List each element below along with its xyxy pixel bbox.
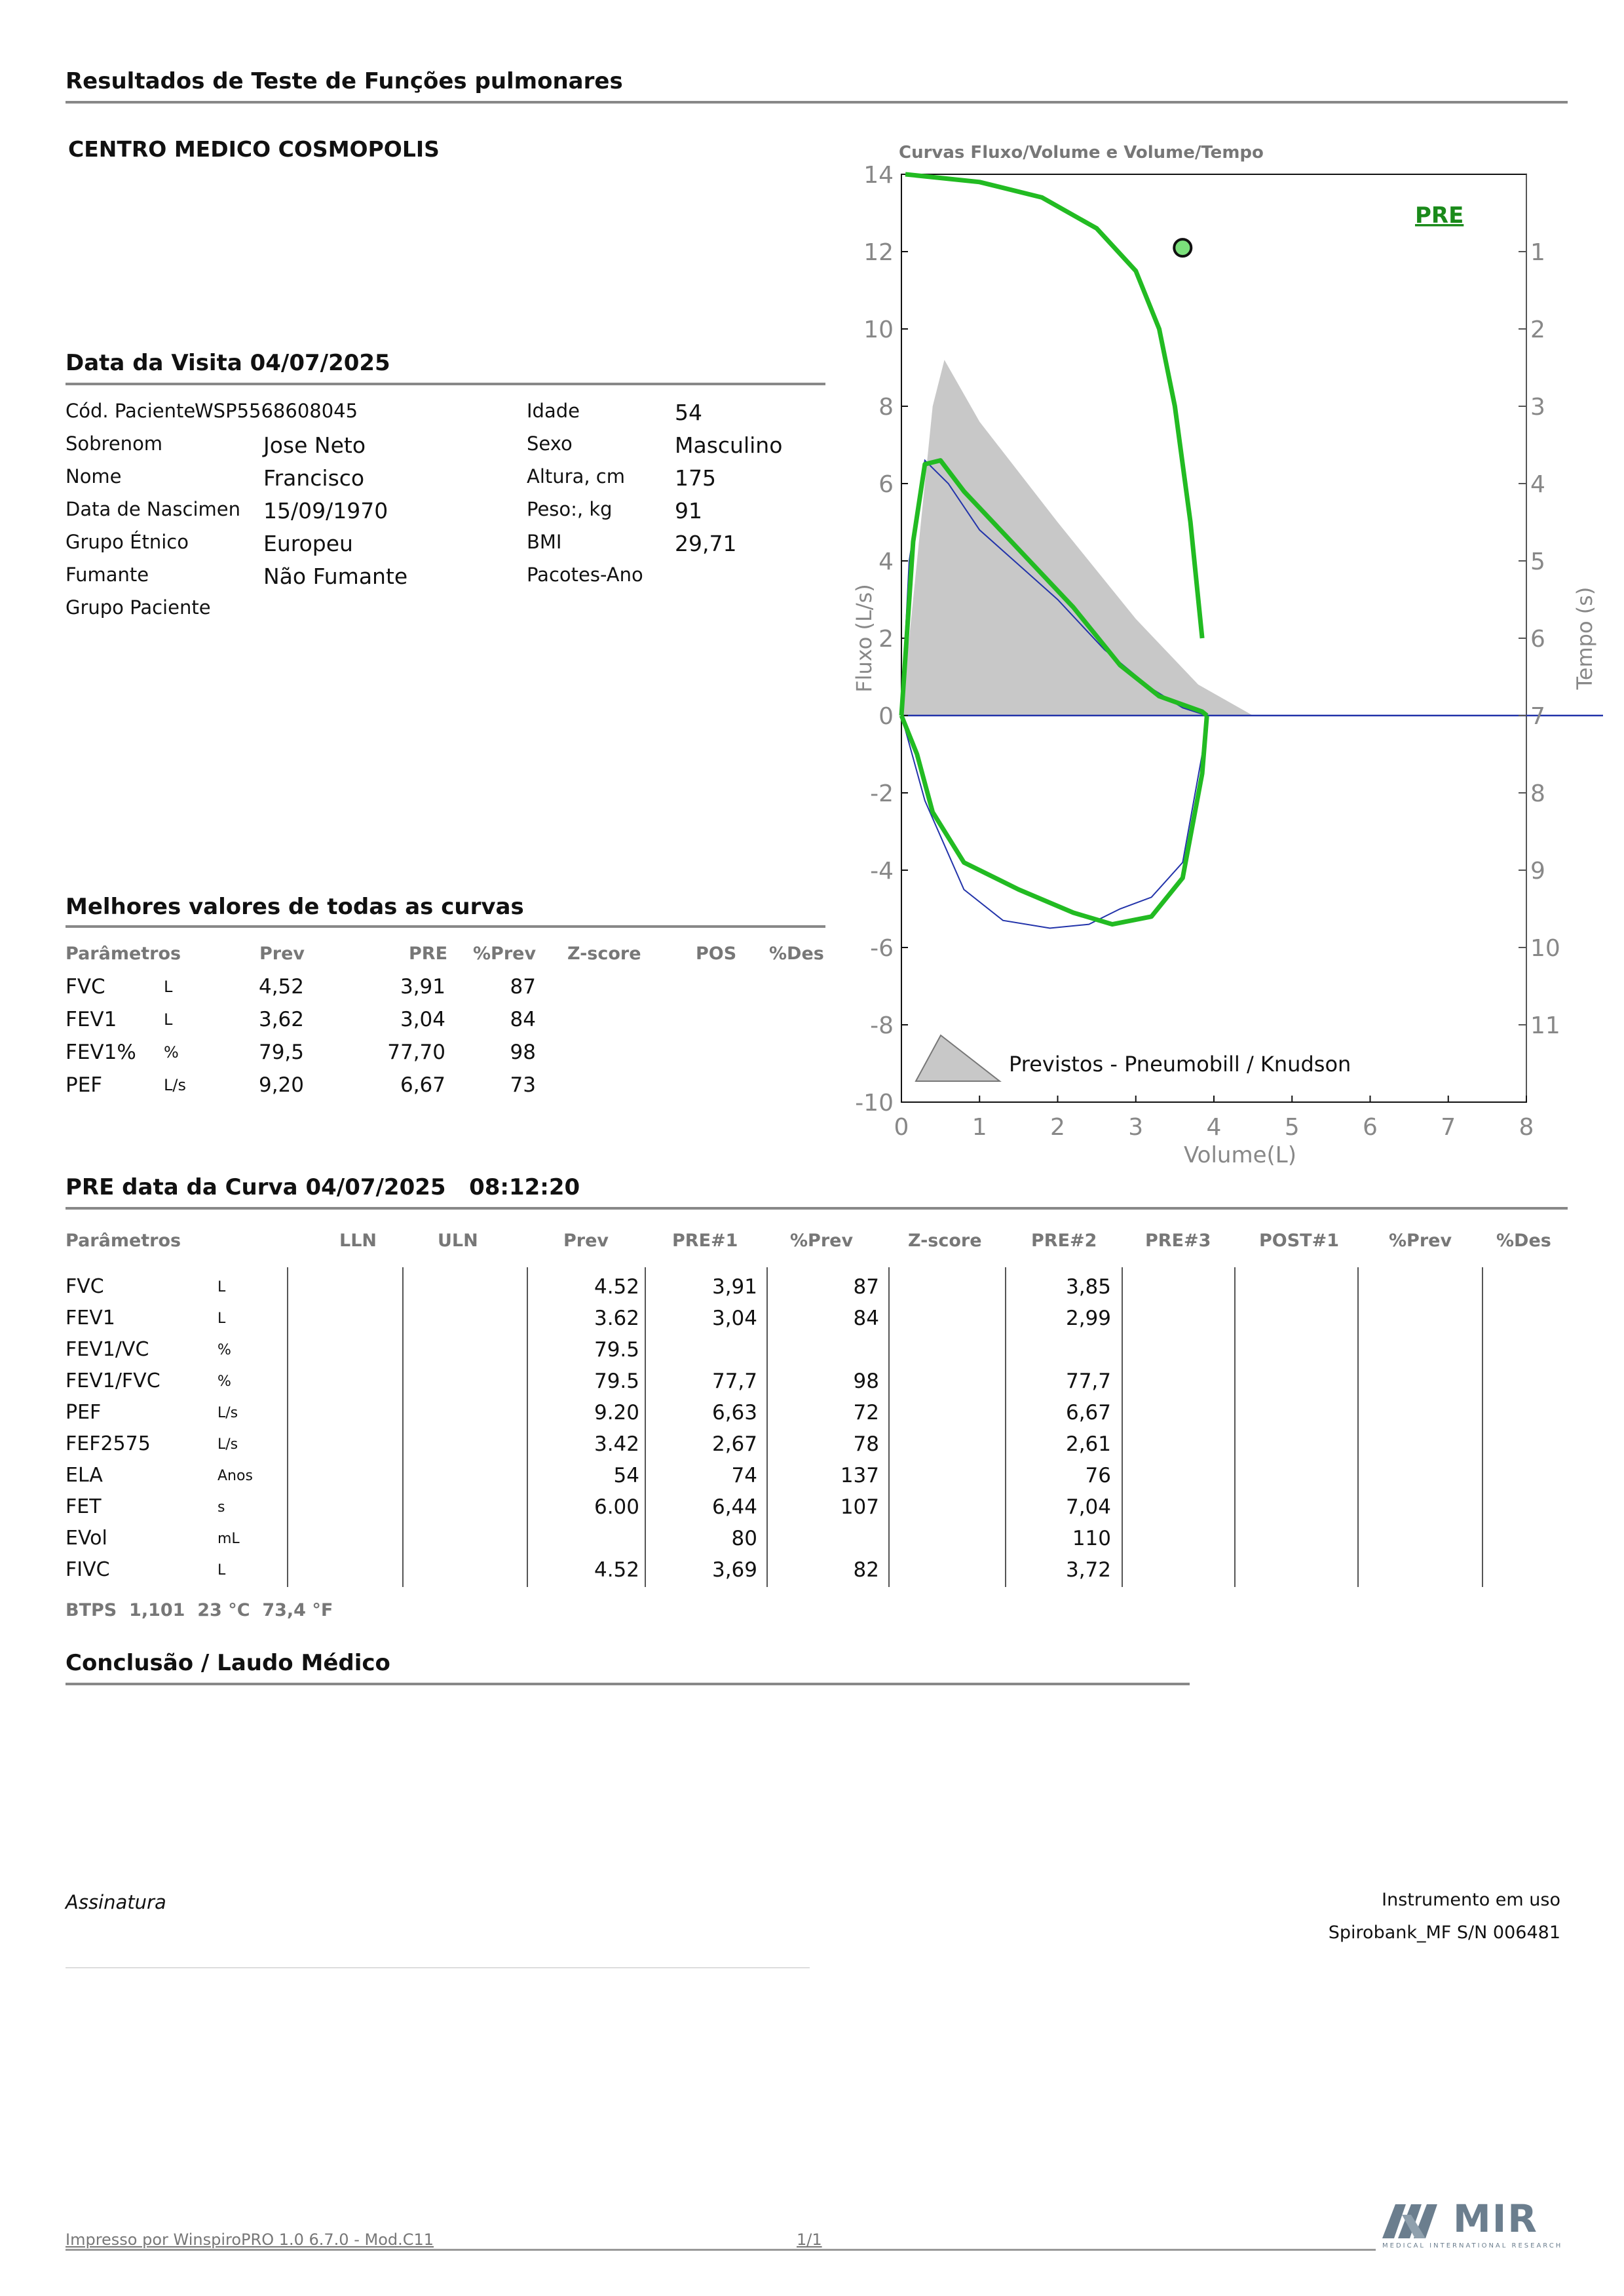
best-row-unit: L/s xyxy=(164,1076,186,1094)
best-header-pre: PRE xyxy=(409,944,448,964)
curve-row-pctprev: 82 xyxy=(853,1558,879,1582)
best-header-pctdes: %Des xyxy=(769,944,824,964)
x-tick-label: 5 xyxy=(1284,1114,1300,1141)
mir-logo-text: MIR xyxy=(1453,2196,1538,2241)
y-tick-label: -2 xyxy=(870,780,894,807)
curve-row-pre2: 77,7 xyxy=(1065,1369,1111,1393)
age-label: Idade xyxy=(527,400,580,422)
curve-header-col-8: PRE#3 xyxy=(1145,1231,1211,1251)
curve-row-pctprev: 87 xyxy=(853,1275,879,1299)
best-header-pos: POS xyxy=(696,944,737,964)
best-header-param: Parâmetros xyxy=(66,944,181,964)
chart-title: Curvas Fluxo/Volume e Volume/Tempo xyxy=(899,143,1264,163)
curve-row-unit: L xyxy=(217,1562,226,1578)
curve-header-col-10: %Prev xyxy=(1389,1231,1452,1251)
birth-label: Data de Nascimen xyxy=(66,498,240,520)
curve-title: PRE data da Curva 04/07/2025 08:12:20 xyxy=(66,1174,580,1200)
y-tick-label: 2 xyxy=(878,626,894,653)
curve-row-param: FET xyxy=(66,1495,102,1518)
height-label: Altura, cm xyxy=(527,465,625,488)
best-row-pre: 6,67 xyxy=(400,1073,445,1097)
curve-row-pre1: 3,04 xyxy=(711,1307,757,1330)
curve-row-unit: % xyxy=(217,1342,231,1358)
predicted-area xyxy=(901,360,1253,716)
best-row-pctprev: 87 xyxy=(510,975,536,999)
x-tick-label: 2 xyxy=(1050,1114,1065,1141)
pre-inspiration-curve xyxy=(901,716,1207,925)
curve-row-pre2: 110 xyxy=(1072,1527,1111,1550)
curve-column-divider xyxy=(402,1267,404,1587)
x-tick-label: 3 xyxy=(1128,1114,1144,1141)
curve-row-pre1: 77,7 xyxy=(711,1369,757,1393)
curve-row-prev: 9.20 xyxy=(594,1401,639,1425)
curve-row-prev: 79.5 xyxy=(594,1369,639,1393)
curve-header-col-2: ULN xyxy=(438,1231,478,1251)
curve-row-pre2: 3,85 xyxy=(1065,1275,1111,1299)
time-tick-label: 11 xyxy=(1530,1012,1560,1039)
curve-row-pre2: 76 xyxy=(1085,1464,1111,1487)
curve-row-pre2: 7,04 xyxy=(1065,1495,1111,1519)
mir-logo xyxy=(1382,2196,1566,2258)
name-label: Nome xyxy=(66,465,122,488)
y-tick-label: 0 xyxy=(878,703,894,730)
x-tick-label: 4 xyxy=(1206,1114,1222,1141)
best-header-pctprev: %Prev xyxy=(473,944,537,964)
curve-column-divider xyxy=(888,1267,890,1587)
curve-column-divider xyxy=(1234,1267,1236,1587)
curve-header-col-0: Parâmetros xyxy=(66,1231,181,1251)
curve-row-param: FEV1/VC xyxy=(66,1338,149,1361)
time-tick-label: 8 xyxy=(1530,780,1545,807)
curve-row-pre1: 80 xyxy=(731,1527,757,1550)
best-row-pre: 3,91 xyxy=(400,975,445,999)
curve-row-unit: L/s xyxy=(217,1405,238,1421)
best-row-prev: 79,5 xyxy=(258,1041,304,1064)
curve-row-prev: 54 xyxy=(613,1464,639,1487)
curve-header-col-9: POST#1 xyxy=(1259,1231,1340,1251)
height-value: 175 xyxy=(675,465,716,491)
visit-title: Data da Visita 04/07/2025 xyxy=(66,350,390,376)
curve-row-pctprev: 72 xyxy=(853,1401,879,1425)
curve-row-param: FVC xyxy=(66,1275,104,1298)
curve-header-col-7: PRE#2 xyxy=(1031,1231,1097,1251)
blue-inspiration-curve xyxy=(901,716,1207,928)
report-title: Resultados de Teste de Funções pulmonares xyxy=(66,68,623,94)
signature-line xyxy=(66,1967,810,1968)
curve-header-col-5: %Prev xyxy=(790,1231,854,1251)
curve-row-unit: Anos xyxy=(217,1468,253,1484)
footer-page-number: 1/1 xyxy=(797,2230,822,2249)
birth-value: 15/09/1970 xyxy=(263,498,388,524)
best-row-pre: 3,04 xyxy=(400,1008,445,1031)
y-tick-label: 12 xyxy=(863,239,894,266)
best-row-pctprev: 73 xyxy=(510,1073,536,1097)
surname-value: Jose Neto xyxy=(263,432,366,458)
curve-column-divider xyxy=(766,1267,768,1587)
curve-row-prev: 6.00 xyxy=(594,1495,639,1519)
curve-row-pre2: 6,67 xyxy=(1065,1401,1111,1425)
curve-header-col-11: %Des xyxy=(1496,1231,1551,1251)
curve-row-pre1: 3,91 xyxy=(711,1275,757,1299)
curve-column-divider xyxy=(1122,1267,1123,1587)
best-rule xyxy=(66,925,825,928)
x-axis-label: Volume(L) xyxy=(1184,1142,1296,1168)
curve-row-param: ELA xyxy=(66,1464,103,1487)
bmi-label: BMI xyxy=(527,531,562,553)
best-row-param: FEV1 xyxy=(66,1008,117,1031)
bmi-value: 29,71 xyxy=(675,531,737,556)
curve-row-unit: L xyxy=(217,1311,226,1327)
best-row-prev: 9,20 xyxy=(258,1073,304,1097)
curve-row-param: FIVC xyxy=(66,1558,110,1581)
curve-row-pre1: 2,67 xyxy=(711,1432,757,1456)
time-tick-label: 4 xyxy=(1530,471,1545,498)
curve-column-divider xyxy=(1482,1267,1483,1587)
weight-label: Peso:, kg xyxy=(527,498,613,520)
best-row-prev: 4,52 xyxy=(258,975,304,999)
time-tick-label: 7 xyxy=(1530,703,1545,730)
best-row-unit: % xyxy=(164,1043,179,1062)
best-row-pctprev: 98 xyxy=(510,1041,536,1064)
btps-line: BTPS 1,101 23 °C 73,4 °F xyxy=(66,1600,333,1620)
best-row-param: PEF xyxy=(66,1073,103,1097)
curve-row-pctprev: 137 xyxy=(840,1464,879,1487)
curve-row-prev: 4.52 xyxy=(594,1275,639,1299)
curve-row-pctprev: 98 xyxy=(853,1369,879,1393)
time-tick-label: 1 xyxy=(1530,239,1545,266)
sex-value: Masculino xyxy=(675,432,783,458)
curve-row-pre2: 2,61 xyxy=(1065,1432,1111,1456)
curve-column-divider xyxy=(645,1267,646,1587)
x-tick-label: 7 xyxy=(1441,1114,1456,1141)
y-tick-label: -6 xyxy=(870,935,894,962)
weight-value: 91 xyxy=(675,498,702,524)
smoker-value: Não Fumante xyxy=(263,564,408,589)
conclusion-title: Conclusão / Laudo Médico xyxy=(66,1650,390,1676)
clinic-name: CENTRO MEDICO COSMOPOLIS xyxy=(68,136,440,162)
instrument-label: Instrumento em uso xyxy=(1382,1890,1560,1910)
curve-column-divider xyxy=(1357,1267,1359,1587)
smoker-label: Fumante xyxy=(66,564,149,586)
curve-row-pctprev: 78 xyxy=(853,1432,879,1456)
sex-label: Sexo xyxy=(527,432,573,455)
best-row-prev: 3,62 xyxy=(258,1008,304,1031)
curve-header-col-3: Prev xyxy=(563,1231,609,1251)
curve-row-param: EVol xyxy=(66,1527,107,1550)
patient-group-label: Grupo Paciente xyxy=(66,596,211,619)
name-value: Francisco xyxy=(263,465,365,491)
curve-row-prev: 4.52 xyxy=(594,1558,639,1582)
curve-header-col-4: PRE#1 xyxy=(672,1231,738,1251)
surname-label: Sobrenom xyxy=(66,432,163,455)
y-tick-label: 14 xyxy=(863,162,894,189)
curve-row-pre1: 6,63 xyxy=(711,1401,757,1425)
legend-predicted-label: Previstos - Pneumobill / Knudson xyxy=(1009,1052,1351,1077)
curve-header-col-6: Z-score xyxy=(908,1231,982,1251)
curve-column-divider xyxy=(1005,1267,1006,1587)
conclusion-rule xyxy=(66,1683,1190,1685)
curve-row-param: FEV1 xyxy=(66,1307,115,1330)
y-tick-label: -4 xyxy=(870,858,894,885)
curve-row-pre1: 3,69 xyxy=(711,1558,757,1582)
curve-row-pre2: 3,72 xyxy=(1065,1558,1111,1582)
curve-row-unit: mL xyxy=(217,1531,240,1547)
curve-row-pre1: 6,44 xyxy=(711,1495,757,1519)
curve-column-divider xyxy=(527,1267,528,1587)
best-row-pctprev: 84 xyxy=(510,1008,536,1031)
footer-rule xyxy=(66,2249,1376,2251)
x-tick-label: 8 xyxy=(1519,1114,1534,1141)
best-row-param: FVC xyxy=(66,975,105,999)
curve-row-param: FEF2575 xyxy=(66,1432,151,1455)
time-axis-label: Tempo (s) xyxy=(1572,586,1597,690)
ethnic-value: Europeu xyxy=(263,531,353,556)
curve-row-unit: % xyxy=(217,1373,231,1390)
time-tick-label: 10 xyxy=(1530,935,1560,962)
pre-curve-label: PRE xyxy=(1415,202,1464,229)
x-tick-label: 0 xyxy=(894,1114,909,1141)
best-title: Melhores valores de todas as curvas xyxy=(66,894,524,920)
x-tick-label: 1 xyxy=(972,1114,987,1141)
curve-row-param: PEF xyxy=(66,1401,102,1424)
time-tick-label: 3 xyxy=(1530,394,1545,421)
y-tick-label: 8 xyxy=(878,394,894,421)
curve-row-unit: s xyxy=(217,1499,225,1516)
end-of-test-marker xyxy=(1174,239,1191,256)
instrument-value: Spirobank_MF S/N 006481 xyxy=(1328,1923,1560,1943)
best-header-zscore: Z-score xyxy=(567,944,641,964)
curve-row-param: FEV1/FVC xyxy=(66,1369,161,1392)
visit-rule xyxy=(66,383,825,385)
best-row-param: FEV1% xyxy=(66,1041,136,1064)
curve-column-divider xyxy=(287,1267,288,1587)
curve-row-prev: 79.5 xyxy=(594,1338,639,1362)
mir-logo-mark xyxy=(1382,2202,1450,2238)
curve-row-pctprev: 107 xyxy=(840,1495,879,1519)
header-rule xyxy=(66,101,1568,104)
age-value: 54 xyxy=(675,400,702,425)
x-tick-label: 6 xyxy=(1363,1114,1378,1141)
curve-row-pctprev: 84 xyxy=(853,1307,879,1330)
y-axis-label: Fluxo (L/s) xyxy=(852,584,877,693)
curve-rule xyxy=(66,1207,1568,1210)
curve-row-pre1: 74 xyxy=(731,1464,757,1487)
mir-logo-subtext: MEDICAL INTERNATIONAL RESEARCH xyxy=(1382,2242,1563,2249)
y-tick-label: -10 xyxy=(855,1090,894,1117)
patient-code: WSP5568608045 xyxy=(195,400,358,422)
best-row-pre: 77,70 xyxy=(387,1041,445,1064)
best-row-unit: L xyxy=(164,1010,173,1029)
curve-row-pre2: 2,99 xyxy=(1065,1307,1111,1330)
curve-row-unit: L xyxy=(217,1279,226,1295)
best-row-unit: L xyxy=(164,978,173,996)
y-tick-label: 6 xyxy=(878,471,894,498)
y-tick-label: 10 xyxy=(863,316,894,343)
time-tick-label: 5 xyxy=(1530,548,1545,575)
y-tick-label: -8 xyxy=(870,1012,894,1039)
curve-row-prev: 3.62 xyxy=(594,1307,639,1330)
curve-header-col-1: LLN xyxy=(339,1231,377,1251)
curve-row-unit: L/s xyxy=(217,1436,238,1453)
curve-row-prev: 3.42 xyxy=(594,1432,639,1456)
time-tick-label: 6 xyxy=(1530,626,1545,653)
time-tick-label: 2 xyxy=(1530,316,1545,343)
signature-label: Assinatura xyxy=(66,1891,166,1913)
footer-printed-by: Impresso por WinspiroPRO 1.0 6.7.0 - Mod.C11 xyxy=(66,2230,434,2249)
flow-volume-chart xyxy=(845,157,1597,1179)
ethnic-label: Grupo Étnico xyxy=(66,531,189,553)
time-tick-label: 9 xyxy=(1530,858,1545,885)
best-header-prev: Prev xyxy=(259,944,305,964)
y-tick-label: 4 xyxy=(878,548,894,575)
patient-code-label: Cód. Paciente xyxy=(66,400,196,422)
packs-label: Pacotes-Ano xyxy=(527,564,643,586)
